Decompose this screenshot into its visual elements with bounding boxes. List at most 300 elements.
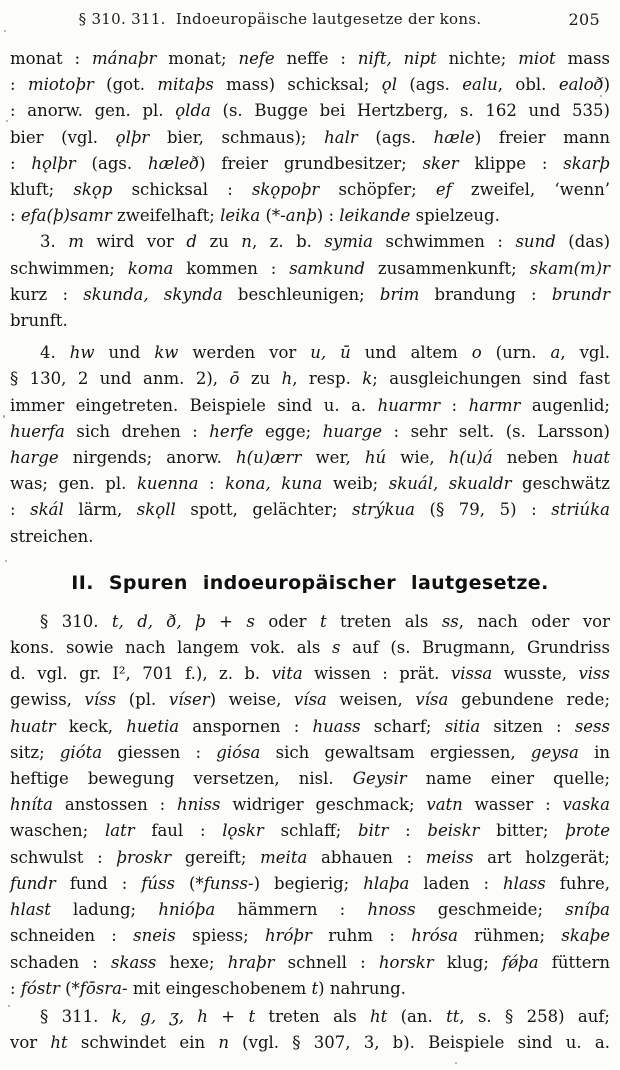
text-segment: sníþa <box>565 900 610 920</box>
text-segment: füttern <box>538 952 610 972</box>
text-segment: hexe; <box>156 952 228 972</box>
text-segment: bitter; <box>479 821 566 841</box>
text-segment: t, d, ð, þ <box>111 611 206 631</box>
text-segment: : <box>10 75 28 95</box>
text-line <box>10 125 610 151</box>
text-segment: hæle <box>433 127 475 147</box>
text-segment: waschen; <box>10 821 105 841</box>
text-segment: : <box>198 474 226 494</box>
text-segment: 3. <box>40 232 69 252</box>
text-segment: skál <box>30 500 64 520</box>
text-segment: schöpfer; <box>319 180 436 200</box>
text-segment: hw <box>69 343 95 363</box>
text-segment: skǫpoþr <box>251 180 320 200</box>
text-segment: , nach oder vor <box>458 611 610 631</box>
text-segment: ǫlda <box>175 101 211 121</box>
text-line <box>10 471 610 497</box>
text-line <box>10 1030 610 1056</box>
text-segment: wasser : <box>462 795 563 815</box>
text-segment: efa(þ)samr <box>20 206 112 226</box>
text-segment: þrote <box>565 821 610 841</box>
text-segment: bitr <box>358 821 389 841</box>
text-segment: kurz : <box>10 284 84 304</box>
text-segment: symia <box>324 232 373 252</box>
text-segment: geysa <box>530 742 579 762</box>
text-segment: (urn. <box>481 343 551 363</box>
text-line <box>10 203 610 229</box>
scan-speck <box>8 1005 10 1007</box>
text-segment: beschleunigen; <box>222 284 380 304</box>
text-segment: neben <box>492 448 573 468</box>
text-line <box>10 871 610 897</box>
text-line <box>10 177 610 203</box>
text-segment: ht <box>370 1006 388 1026</box>
text-segment: d <box>186 232 197 252</box>
text-segment: (ags. <box>75 153 148 173</box>
text-segment: name einer quelle; <box>406 769 611 789</box>
text-segment: gewiss, <box>10 690 85 710</box>
text-segment: þroskr <box>116 847 172 867</box>
text-line <box>10 46 610 72</box>
text-segment: : <box>440 395 469 415</box>
text-line <box>10 340 610 366</box>
text-segment: lärm, <box>63 500 137 520</box>
section-heading: II. Spuren indoeuropäischer lautgesetze. <box>71 571 549 594</box>
text-segment: sich drehen : <box>64 421 210 441</box>
text-segment: bier, schmaus); <box>149 127 325 147</box>
text-segment: nichte; <box>436 49 519 68</box>
text-segment: nirgends; anorw. <box>58 448 237 468</box>
text-segment: skaþe <box>561 926 610 946</box>
text-segment: § 311. <box>40 1006 112 1026</box>
text-segment: schwindet ein <box>67 1033 219 1053</box>
text-segment: , obl. <box>497 75 559 95</box>
text-segment: streichen. <box>10 526 94 546</box>
text-segment: hlass <box>503 873 546 893</box>
text-segment: (*- <box>260 206 286 226</box>
paragraph <box>10 46 610 229</box>
text-segment: hnoss <box>367 900 416 920</box>
text-line <box>10 845 610 871</box>
text-segment: wer, <box>301 448 365 468</box>
scan-speck <box>4 30 6 32</box>
text-line <box>10 282 610 308</box>
text-segment: spiess; <box>175 926 265 946</box>
text-segment: h(u)ærr <box>236 448 302 468</box>
text-segment: vita <box>271 664 303 684</box>
text-line <box>10 923 610 949</box>
text-segment: hlast <box>10 900 51 920</box>
text-segment: ) <box>603 75 610 95</box>
text-segment: rühmen; <box>457 926 562 946</box>
scan-speck <box>455 1062 457 1064</box>
text-segment: (got. <box>93 75 158 95</box>
text-segment: vaska <box>562 795 610 815</box>
text-segment: ō <box>229 369 240 389</box>
text-segment: brim <box>379 284 420 304</box>
text-segment: schicksal : <box>112 180 252 200</box>
text-segment: augenlid; <box>520 395 610 415</box>
text-segment: (das) <box>555 232 611 252</box>
text-segment: ealu <box>462 75 498 95</box>
section-numbers: § 310. 311. <box>78 10 166 28</box>
text-line <box>10 308 610 334</box>
scan-speck <box>3 415 5 418</box>
text-segment: sitia <box>444 716 481 736</box>
text-segment: meita <box>260 847 308 867</box>
text-segment: (* <box>59 978 80 998</box>
text-segment: (ags. <box>357 127 434 147</box>
text-segment: schneiden : <box>10 926 134 946</box>
text-segment: immer eingetreten. Beispiele sind u. a. <box>10 395 378 415</box>
text-segment: mitaþs <box>157 75 214 95</box>
text-segment: + <box>207 1006 249 1026</box>
text-segment: anspornen : <box>179 716 313 736</box>
text-segment: vísa <box>293 690 327 710</box>
text-segment: auf (s. Brugmann, Grundriss <box>340 638 610 658</box>
text-segment: gereift; <box>171 847 261 867</box>
text-segment: weisen, <box>326 690 416 710</box>
text-segment: nift, nipt <box>357 49 437 68</box>
text-segment: funss- <box>203 873 254 893</box>
text-segment: a <box>550 343 561 363</box>
text-line <box>10 687 610 713</box>
text-line <box>10 497 610 523</box>
text-segment: und altem <box>350 343 472 363</box>
text-segment: skarþ <box>563 153 610 173</box>
scan-speck <box>600 95 602 97</box>
text-segment: fund : <box>55 873 142 893</box>
text-segment: scharf; <box>360 716 445 736</box>
text-segment: geschwätz <box>511 474 610 494</box>
text-line <box>10 419 610 445</box>
header-title: Indoeuropäische lautgesetze der kons. <box>175 10 482 28</box>
text-segment: schaden : <box>10 952 112 972</box>
text-segment: ) freier mann <box>474 127 610 147</box>
text-segment: leikande <box>339 206 411 226</box>
text-segment: sund <box>515 232 556 252</box>
text-segment: n <box>218 1033 229 1053</box>
text-segment: mass <box>555 49 610 68</box>
text-segment: ruhm : <box>311 926 412 946</box>
text-segment: huerfa <box>10 421 65 441</box>
text-segment: miotoþr <box>27 75 94 95</box>
text-segment: (an. <box>387 1006 447 1026</box>
text-line <box>10 766 610 792</box>
paragraph <box>10 340 610 550</box>
text-segment: víser <box>168 690 210 710</box>
text-segment: ladung; <box>50 900 159 920</box>
text-line <box>10 229 610 255</box>
text-line <box>10 609 610 635</box>
text-segment: skǫll <box>136 500 176 520</box>
text-line <box>10 98 610 124</box>
text-segment: : sehr selt. (s. Larsson) <box>382 421 610 441</box>
running-head-title <box>10 10 550 28</box>
text-segment: beiskr <box>427 821 480 841</box>
text-segment: giósa <box>216 742 261 762</box>
text-segment: spielzeug. <box>410 206 500 226</box>
text-segment: latr <box>104 821 135 841</box>
text-segment: + <box>205 611 247 631</box>
text-segment: harmr <box>468 395 521 415</box>
text-segment: klug; <box>433 952 503 972</box>
text-segment: laden : <box>409 873 504 893</box>
paragraph <box>10 1004 610 1056</box>
text-segment: ; ausgleichungen sind fast <box>372 369 610 389</box>
text-segment: sneis <box>133 926 176 946</box>
text-segment: k <box>362 369 373 389</box>
text-segment: k, g, ʒ, h <box>111 1006 208 1026</box>
text-segment: zweifelhaft; <box>111 206 221 226</box>
scan-speck <box>6 120 8 122</box>
text-segment: 4. <box>40 343 70 363</box>
text-segment: hrósa <box>411 926 458 946</box>
text-segment: s <box>246 611 255 631</box>
text-line <box>10 524 610 550</box>
text-segment: : <box>388 821 428 841</box>
text-segment: werden vor <box>178 343 311 363</box>
text-segment: : <box>10 978 21 998</box>
text-segment: giessen : <box>102 742 217 762</box>
text-segment: sitz; <box>10 742 60 762</box>
text-line <box>10 635 610 661</box>
text-segment: vatn <box>426 795 463 815</box>
text-segment: skam(m)r <box>529 258 610 278</box>
page-number: 205 <box>568 10 600 29</box>
text-segment: strýkua <box>352 500 415 520</box>
text-segment: zusammenkunft; <box>364 258 530 278</box>
text-segment: u, ū <box>310 343 351 363</box>
text-segment: t <box>311 978 319 998</box>
text-segment: hæleð <box>147 153 200 173</box>
text-segment: vísa <box>415 690 449 710</box>
text-segment: § 310. <box>40 611 112 631</box>
text-line <box>10 714 610 740</box>
text-segment: fundr <box>10 873 56 893</box>
text-segment: ss <box>441 611 459 631</box>
text-segment: mass) schicksal; <box>213 75 382 95</box>
text-segment: (ags. <box>396 75 463 95</box>
text-segment: kons. sowie nach langem vok. als <box>10 638 332 658</box>
text-segment: , z. b. <box>251 232 325 252</box>
text-segment: (§ 79, 5) : <box>414 500 552 520</box>
text-segment: widriger geschmack; <box>220 795 427 815</box>
text-segment: oder <box>254 611 320 631</box>
text-segment: herfe <box>209 421 254 441</box>
text-segment: wusste, <box>492 664 579 684</box>
text-segment: hniss <box>177 795 221 815</box>
text-segment: sker <box>422 153 459 173</box>
text-segment: hróþr <box>264 926 312 946</box>
text-segment: : <box>10 500 31 520</box>
text-segment: fōsra- <box>79 978 128 998</box>
text-segment: fuhre, <box>545 873 610 893</box>
text-segment: schwimmen; <box>10 258 128 278</box>
text-segment: sess <box>574 716 610 736</box>
text-segment: víss <box>84 690 117 710</box>
text-segment: ǫl <box>381 75 397 95</box>
text-segment: skunda, skynda <box>83 284 223 304</box>
text-segment: kuenna <box>136 474 199 494</box>
text-segment: vissa <box>450 664 493 684</box>
text-segment: harge <box>10 448 59 468</box>
text-segment: und <box>94 343 155 363</box>
text-segment: spott, gelächter; <box>175 500 353 520</box>
text-segment: t <box>248 1006 256 1026</box>
text-segment: weib; <box>322 474 389 494</box>
text-segment: samkund <box>289 258 365 278</box>
text-segment: Geysir <box>352 769 407 789</box>
text-line <box>10 740 610 766</box>
text-segment: abhauen : <box>307 847 426 867</box>
text-segment: § 130, 2 und anm. 2), <box>10 369 230 389</box>
text-segment: huass <box>312 716 361 736</box>
text-segment: o <box>471 343 482 363</box>
text-segment: huarge <box>322 421 382 441</box>
text-line <box>10 72 610 98</box>
text-segment: klippe : <box>458 153 564 173</box>
text-segment: schwulst : <box>10 847 117 867</box>
text-segment: kluft; <box>10 180 74 200</box>
text-segment: skass <box>111 952 157 972</box>
text-segment: hú <box>364 448 387 468</box>
scan-speck <box>5 560 7 562</box>
text-segment: (vgl. § 307, 3, b). Beispiele sind u. a. <box>228 1033 610 1053</box>
text-segment: t <box>319 611 327 631</box>
text-body <box>10 46 610 1056</box>
text-segment: ) begierig; <box>253 873 364 893</box>
text-segment: : anorw. gen. pl. <box>10 101 176 121</box>
text-segment: lǫskr <box>222 821 264 841</box>
text-segment: was; gen. pl. <box>10 474 137 494</box>
text-segment: meiss <box>425 847 474 867</box>
text-segment: brandung : <box>419 284 552 304</box>
text-segment: kona, kuna <box>225 474 323 494</box>
paragraph <box>10 229 610 334</box>
text-segment: (s. Bugge bei Hertzberg, s. 162 und 535) <box>210 101 610 121</box>
text-segment: wird vor <box>83 232 187 252</box>
text-segment: ) freier grundbesitzer; <box>199 153 423 173</box>
text-line <box>10 818 610 844</box>
text-segment: tt <box>446 1006 460 1026</box>
text-segment: brunft. <box>10 311 68 331</box>
text-segment: monat : <box>10 49 93 68</box>
text-segment: d. vgl. gr. I², 701 f.), z. b. <box>10 664 272 684</box>
text-segment: schlaff; <box>263 821 359 841</box>
text-segment: h <box>281 369 293 389</box>
text-segment: , vgl. <box>560 343 610 363</box>
text-segment: viss <box>578 664 610 684</box>
text-segment: halr <box>324 127 358 147</box>
text-segment: wissen : prät. <box>302 664 451 684</box>
text-line <box>10 393 610 419</box>
text-segment: anstossen : <box>53 795 177 815</box>
text-segment: ealoð <box>558 75 604 95</box>
text-segment: egge; <box>253 421 323 441</box>
text-segment: hnióþa <box>158 900 216 920</box>
text-line <box>10 366 610 392</box>
text-segment: : <box>10 153 32 173</box>
text-segment: zu <box>239 369 282 389</box>
text-segment: nefe <box>238 49 275 68</box>
text-segment: gióta <box>59 742 103 762</box>
text-segment: leika <box>220 206 261 226</box>
text-segment: sich gewaltsam ergiessen, <box>260 742 531 762</box>
text-line <box>10 256 610 282</box>
text-segment: kommen : <box>173 258 290 278</box>
text-segment: huatr <box>10 716 56 736</box>
text-segment: kw <box>154 343 179 363</box>
text-segment: anþ <box>285 206 317 226</box>
text-segment: fúss <box>141 873 175 893</box>
text-segment: (pl. <box>116 690 169 710</box>
text-segment: s <box>331 638 341 658</box>
text-segment: treten als <box>255 1006 370 1026</box>
text-segment: zu <box>196 232 242 252</box>
text-segment: striúka <box>551 500 610 520</box>
text-segment: hlaþa <box>363 873 410 893</box>
text-segment: huat <box>572 448 611 468</box>
text-segment: skǫp <box>73 180 113 200</box>
text-segment: hraþr <box>227 952 275 972</box>
text-segment: in <box>578 742 610 762</box>
text-segment: vor <box>10 1033 51 1053</box>
text-segment: , s. § 258) auf; <box>459 1006 610 1026</box>
text-segment: treten als <box>326 611 442 631</box>
text-segment: miot <box>518 49 556 68</box>
text-segment: n <box>241 232 252 252</box>
text-segment: schwimmen : <box>372 232 516 252</box>
text-segment: m <box>68 232 84 252</box>
text-segment: fǿþa <box>502 952 539 972</box>
text-segment: brundr <box>551 284 610 304</box>
text-line <box>10 950 610 976</box>
text-segment: sitzen : <box>480 716 575 736</box>
text-line <box>10 897 610 923</box>
text-segment: gebundene rede; <box>448 690 610 710</box>
text-line <box>10 792 610 818</box>
text-segment: ) : <box>316 206 340 226</box>
text-line <box>10 445 610 471</box>
text-segment: huetia <box>126 716 180 736</box>
text-line <box>10 1004 610 1030</box>
text-segment: geschmeide; <box>415 900 566 920</box>
text-segment: monat; <box>156 49 239 68</box>
text-segment: ht <box>50 1033 68 1053</box>
text-segment: (* <box>174 873 204 893</box>
text-segment: fóstr <box>20 978 60 998</box>
text-segment: , resp. <box>292 369 363 389</box>
text-segment: mánaþr <box>92 49 157 68</box>
text-segment: hǫlþr <box>31 153 76 173</box>
text-segment: keck, <box>55 716 127 736</box>
text-segment: koma <box>127 258 174 278</box>
text-segment: bier (vgl. <box>10 127 116 147</box>
running-head <box>10 10 610 36</box>
text-segment: ) weise, <box>209 690 294 710</box>
text-segment: art holzgerät; <box>473 847 610 867</box>
text-segment: wie, <box>386 448 449 468</box>
text-segment: huarmr <box>377 395 441 415</box>
text-segment: ǫlþr <box>115 127 150 147</box>
text-segment: h(u)á <box>448 448 493 468</box>
text-segment: faul : <box>134 821 223 841</box>
text-segment: hämmern : <box>215 900 368 920</box>
text-segment: schnell : <box>274 952 379 972</box>
text-segment: mit eingeschobenem <box>127 978 312 998</box>
text-segment: neffe : <box>274 49 358 68</box>
